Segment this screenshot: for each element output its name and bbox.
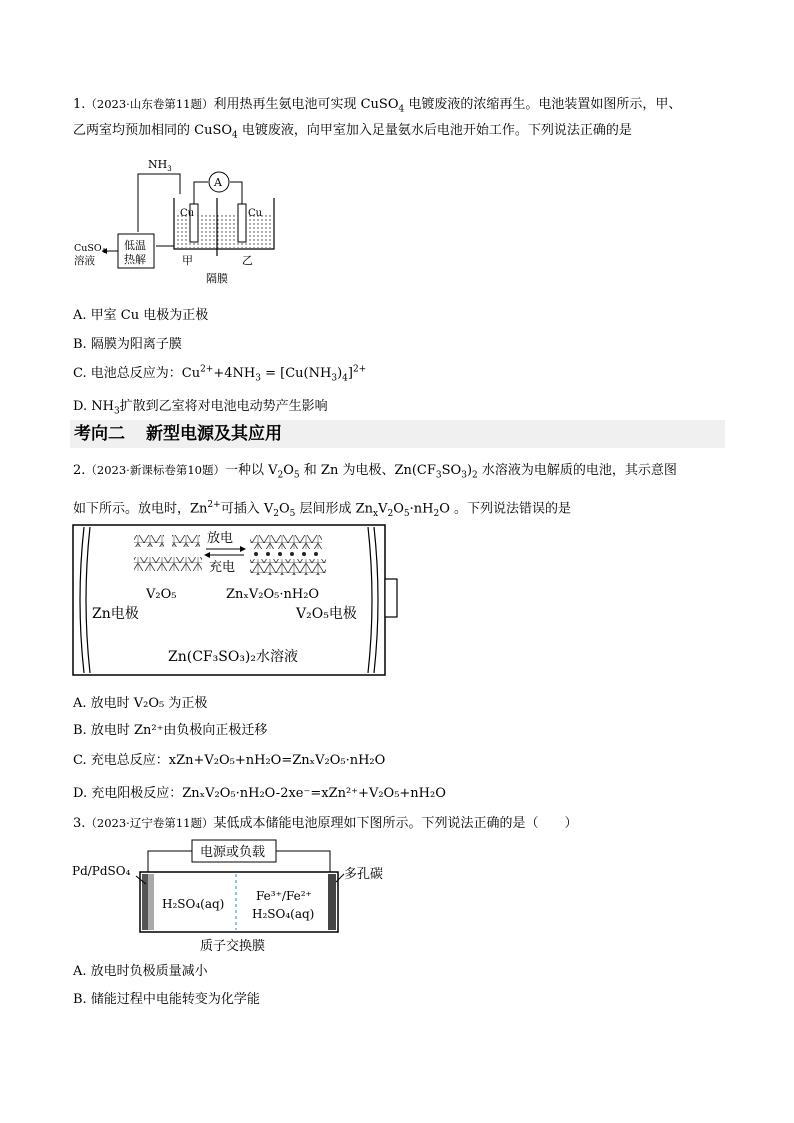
q1-source: （2023·山东卷第11题）	[85, 97, 214, 111]
svg-text:乙: 乙	[242, 254, 253, 267]
q1-option-b[interactable]: B. 隔膜为阳离子膜	[73, 337, 182, 352]
section-header	[70, 420, 725, 448]
svg-text:甲: 甲	[182, 254, 193, 267]
q2-figure	[72, 523, 412, 683]
svg-text:放电: 放电	[207, 531, 234, 546]
q1-number: 1.	[73, 97, 86, 112]
svg-text:Fe³⁺/Fe²⁺: Fe³⁺/Fe²⁺	[256, 889, 312, 903]
q1-line1: 1.（2023·山东卷第11题）利用热再生氨电池可实现 CuSO$_4$ 电镀废液的浓缩再生。电池装置如图所示，甲、	[73, 97, 682, 115]
svg-text:ZnₓV₂O₅·nH₂O: ZnₓV₂O₅·nH₂O	[226, 587, 320, 602]
q3-option-a[interactable]: A. 放电时负极质量减小	[73, 964, 208, 979]
svg-text:Zn电极: Zn电极	[92, 606, 139, 622]
svg-text:热解: 热解	[124, 253, 146, 266]
q3-option-b[interactable]: B. 储能过程中电能转变为化学能	[73, 992, 260, 1007]
svg-text:H₂SO₄(aq): H₂SO₄(aq)	[162, 897, 225, 911]
section-label: 考向二	[74, 424, 125, 444]
svg-text:隔膜: 隔膜	[206, 272, 228, 285]
q1-line2: 乙两室均预加相同的 CuSO$_4$ 电镀废液，向甲室加入足量氨水后电池开始工作。下列说法正确的是	[73, 123, 632, 141]
q2-option-b[interactable]: B. 放电时 Zn²⁺由负极向正极迁移	[73, 723, 268, 738]
q1-option-a[interactable]: A. 甲室 Cu 电极为正极	[73, 308, 209, 323]
svg-text:低温: 低温	[124, 239, 146, 252]
svg-text:H₂SO₄(aq): H₂SO₄(aq)	[252, 907, 315, 921]
q2-option-d[interactable]: D. 充电阳极反应：ZnₓV₂O₅·nH₂O-2xe⁻=xZn²⁺+V₂O₅+nH₂O	[73, 786, 446, 801]
svg-text:多孔碳: 多孔碳	[344, 867, 384, 882]
q2-option-c[interactable]: C. 充电总反应：xZn+V₂O₅+nH₂O=ZnₓV₂O₅·nH₂O	[73, 753, 386, 768]
q1-figure	[72, 154, 292, 290]
q1-option-d[interactable]: D. $NH_3$扩散到乙室将对电池电动势产生影响	[73, 399, 328, 417]
svg-text:电源或负载: 电源或负载	[200, 845, 266, 860]
q3-figure	[72, 838, 412, 956]
q2-line2: 如下所示。放电时，$Zn^{2+}$可插入 $V_2O_5$ 层间形成 $Zn_xV_2O_5\cdot nH_2O$ 。下列说法错误的是	[73, 500, 572, 519]
svg-text:Cu: Cu	[180, 208, 195, 219]
svg-text:Pd/PdSO₄: Pd/PdSO₄	[72, 864, 131, 878]
q3-line1: 3.（2023·辽宁卷第11题）某低成本储能电池原理如下图所示。下列说法正确的是（ ）	[73, 816, 578, 831]
nh3-label: $NH_3$	[148, 158, 172, 173]
q2-line1: 2.（2023·新课标卷第10题）一种以 $V_2O_5$ 和 Zn 为电极、$Zn(CF_3SO_3)_2$ 水溶液为电解质的电池，其示意图	[73, 463, 677, 481]
q2-option-a[interactable]: A. 放电时 V₂O₅ 为正极	[73, 696, 208, 711]
svg-text:A: A	[214, 176, 222, 189]
section-title: 新型电源及其应用	[146, 424, 282, 444]
svg-text:充电: 充电	[209, 560, 236, 575]
svg-text:Cu: Cu	[248, 208, 263, 219]
svg-text:CuSO4: CuSO$_4$	[74, 243, 106, 255]
svg-text:溶液: 溶液	[74, 255, 95, 267]
svg-text:质子交换膜: 质子交换膜	[200, 939, 266, 954]
q1-option-c[interactable]: C. 电池总反应为：$Cu^{2+}+4NH_3 = [Cu(NH_3)_4]^{2+}$	[73, 364, 367, 384]
svg-text:V₂O₅: V₂O₅	[146, 587, 177, 602]
svg-text:V₂O₅电极: V₂O₅电极	[296, 606, 357, 622]
svg-text:Zn(CF₃SO₃)₂水溶液: Zn(CF₃SO₃)₂水溶液	[168, 649, 298, 665]
